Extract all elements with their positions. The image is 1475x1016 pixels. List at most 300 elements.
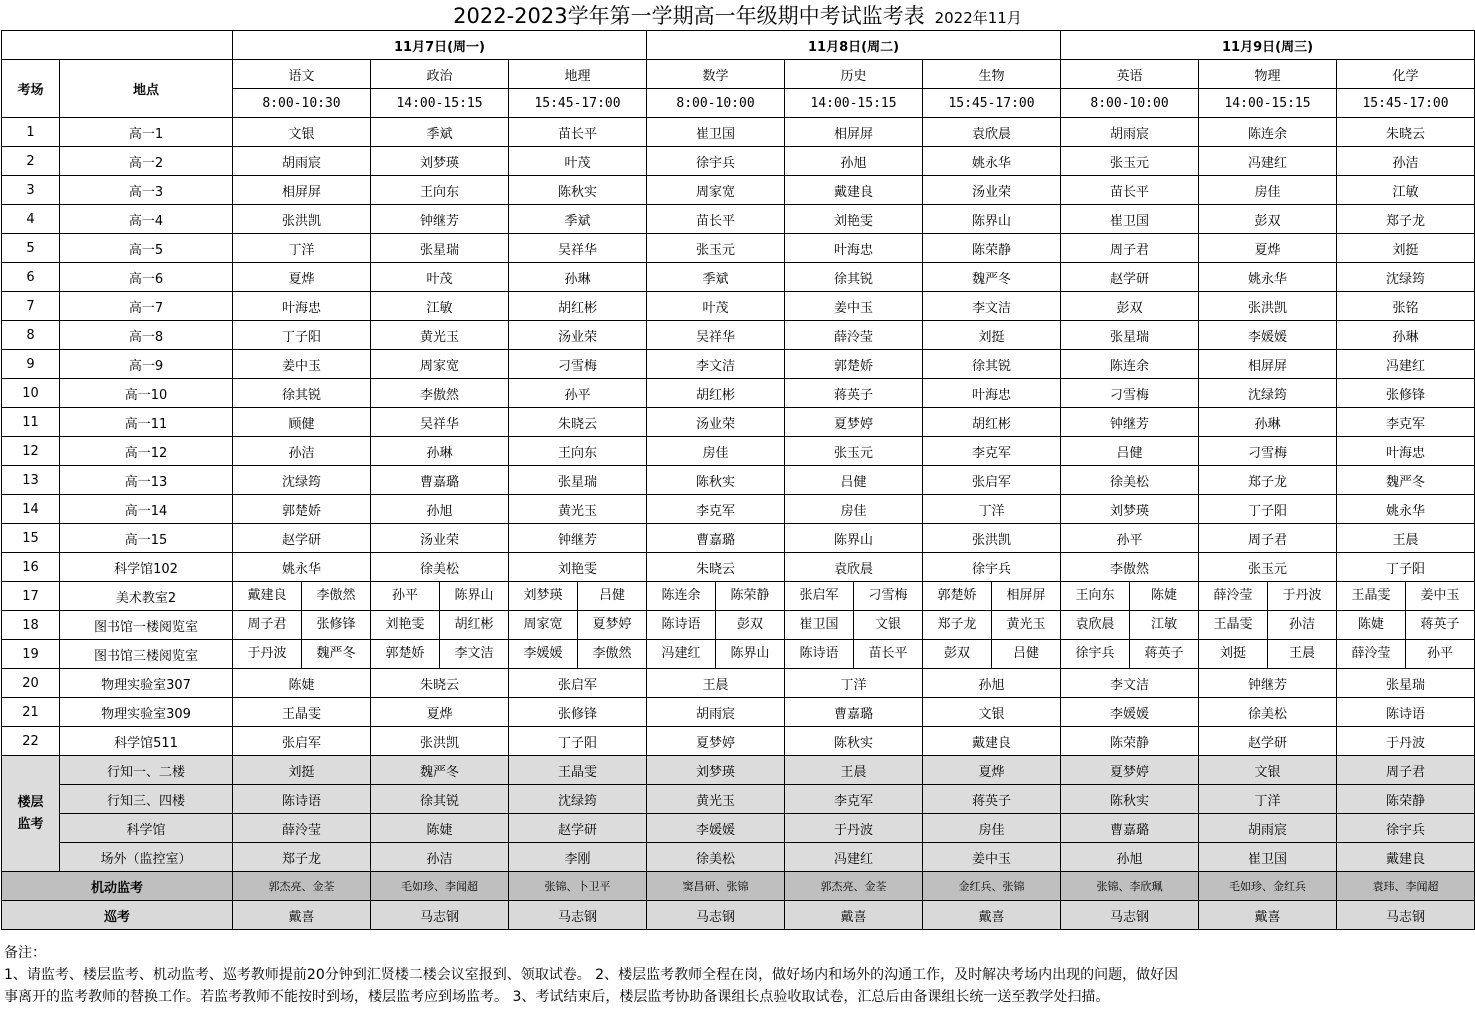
- invigilator-name: 相屏屏: [1006, 588, 1046, 603]
- notes-line-1: 1、请监考、楼层监考、机动监考、巡考教师提前20分钟到汇贤楼二楼会议室报到、领取试卷。 2、楼层监考教师全程在岗，做好场内和场外的沟通工作，及时解决考场内出现的问题，做好因: [4, 967, 1179, 983]
- invigilator-name: 孙洁: [1337, 147, 1475, 176]
- invigilator-name: 孙琳: [1337, 321, 1475, 350]
- table-row: [2, 350, 1475, 379]
- split-cell: [1199, 640, 1337, 669]
- invigilator-name: 朱晓云: [371, 669, 509, 698]
- invigilator-name: 房佳: [647, 437, 785, 466]
- invigilator-name: 王晨: [647, 669, 785, 698]
- invigilator-name: 王晶雯: [1199, 611, 1268, 639]
- invigilator-name: 孙洁: [1289, 617, 1316, 632]
- room-number: 9: [2, 350, 60, 379]
- split-pair: [923, 640, 1060, 668]
- invigilator-name: 于丹波: [785, 814, 923, 843]
- invigilator-name: 黄光玉: [509, 495, 647, 524]
- split-cell: [509, 640, 647, 669]
- invigilator-name: 胡红彬: [923, 408, 1061, 437]
- room-number: 11: [2, 408, 60, 437]
- invigilator-name: 陈秋实: [1061, 785, 1199, 814]
- time-header: 14:00-15:15: [1199, 89, 1337, 118]
- invigilator-name: 赵学研: [1061, 263, 1199, 292]
- split-cell: [233, 611, 371, 640]
- invigilator-name: 彭双: [923, 640, 992, 668]
- room-location: 高一13: [60, 466, 233, 495]
- invigilator-name: 张玉元: [1061, 147, 1199, 176]
- invigilator-name: 叶海忠: [923, 379, 1061, 408]
- table-row: [2, 669, 1475, 698]
- invigilator-name: 张锦、卜卫平: [509, 872, 647, 901]
- invigilator-name: 刘艳雯: [785, 205, 923, 234]
- invigilator-name: 孙洁: [371, 843, 509, 872]
- invigilator-name: 曹嘉璐: [647, 524, 785, 553]
- split-cell: [371, 611, 509, 640]
- invigilator-name: 朱晓云: [1337, 118, 1475, 147]
- invigilator-name: 孙平: [1427, 646, 1454, 661]
- table-row: [2, 292, 1475, 321]
- invigilator-name: 陈诗语: [785, 640, 854, 668]
- split-cell: [1061, 640, 1199, 669]
- invigilator-name: 周家宽: [371, 350, 509, 379]
- invigilator-name: 相屏屏: [785, 118, 923, 147]
- invigilator-name: 李媛媛: [647, 814, 785, 843]
- invigilator-name: 季斌: [371, 118, 509, 147]
- invigilator-name: 陈界山: [923, 205, 1061, 234]
- invigilator-name: 陈婕: [371, 814, 509, 843]
- invigilator-name: 袁欣晨: [1061, 611, 1130, 639]
- table-row: [2, 60, 1475, 89]
- invigilator-name: 姚永华: [923, 147, 1061, 176]
- invigilator-name: 王晶雯: [509, 756, 647, 785]
- invigilator-name: 曹嘉璐: [785, 698, 923, 727]
- invigilator-name: 房佳: [785, 495, 923, 524]
- split-cell: [923, 611, 1061, 640]
- split-cell: [1199, 611, 1337, 640]
- invigilator-name: 郭楚娇: [785, 350, 923, 379]
- invigilator-name: 陈诗语: [233, 785, 371, 814]
- invigilator-name: 叶海忠: [1337, 437, 1475, 466]
- invigilator-name: 赵学研: [1199, 727, 1337, 756]
- invigilator-name: 马志钢: [1061, 901, 1199, 930]
- invigilator-name: 郑子龙: [233, 843, 371, 872]
- invigilator-name: 郭楚娇: [371, 640, 440, 668]
- invigilator-name: 李克军: [785, 785, 923, 814]
- table-row: [2, 872, 1475, 901]
- invigilator-name: 徐其锐: [233, 379, 371, 408]
- invigilator-name: 陈秋实: [785, 727, 923, 756]
- split-cell: [923, 640, 1061, 669]
- location-header: 地点: [60, 60, 233, 118]
- split-pair: [1061, 611, 1198, 639]
- mobile-supervision-label: 机动监考: [2, 872, 233, 901]
- time-header: 14:00-15:15: [785, 89, 923, 118]
- floor-supervision-label: 楼层监考: [2, 756, 60, 872]
- invigilator-name: 刘挺: [1337, 234, 1475, 263]
- invigilator-name: 王晶雯: [1337, 582, 1406, 610]
- invigilator-name: 陈荣静: [730, 588, 770, 603]
- invigilator-name: 戴建良: [1337, 843, 1475, 872]
- invigilator-name: 于丹波: [1337, 727, 1475, 756]
- invigilator-name: 戴喜: [1199, 901, 1337, 930]
- notes-heading: 备注：: [4, 945, 46, 961]
- subject-header: 英语: [1061, 60, 1199, 89]
- split-pair: [1061, 640, 1198, 668]
- split-pair: [1337, 640, 1474, 668]
- invigilator-name: 钟继芳: [1061, 408, 1199, 437]
- room-number: 16: [2, 553, 60, 582]
- invigilator-name: 崔卫国: [785, 611, 854, 639]
- table-row: [2, 582, 1475, 611]
- invigilator-name: 陈婕: [233, 669, 371, 698]
- invigilator-name: 孙旭: [1061, 843, 1199, 872]
- invigilator-name: 相屏屏: [1199, 350, 1337, 379]
- invigilator-name: 姜中玉: [923, 843, 1061, 872]
- split-pair: [233, 640, 370, 668]
- invigilator-name: 钟继芳: [371, 205, 509, 234]
- split-pair: [371, 582, 508, 610]
- table-row: [2, 118, 1475, 147]
- invigilator-name: 王晨: [1337, 524, 1475, 553]
- invigilator-name: 崔卫国: [647, 118, 785, 147]
- room-location: 高一9: [60, 350, 233, 379]
- room-location: 高一2: [60, 147, 233, 176]
- room-number: 3: [2, 176, 60, 205]
- sheet-title: 2022-2023学年第一学期高一年级期中考试监考表: [453, 4, 925, 28]
- invigilator-name: 孙旭: [785, 147, 923, 176]
- invigilator-name: 姚永华: [1337, 495, 1475, 524]
- invigilator-name: 刘梦瑛: [1061, 495, 1199, 524]
- invigilator-name: 汤业荣: [371, 524, 509, 553]
- invigilator-name: 陈连余: [1199, 118, 1337, 147]
- invigilator-name: 郑子龙: [923, 611, 992, 639]
- invigilator-name: 刘梦瑛: [371, 147, 509, 176]
- invigilator-name: 文银: [923, 698, 1061, 727]
- table-row: [2, 408, 1475, 437]
- time-header: 8:00-10:00: [1061, 89, 1199, 118]
- invigilator-name: 陈荣静: [923, 234, 1061, 263]
- invigilator-name: 周子君: [1337, 756, 1475, 785]
- split-pair: [1199, 611, 1336, 639]
- subject-header: 化学: [1337, 60, 1475, 89]
- invigilator-name: 刘梦瑛: [509, 582, 578, 610]
- invigilator-name: 袁欣晨: [923, 118, 1061, 147]
- invigilator-name: 吴祥华: [371, 408, 509, 437]
- invigilator-name: 吕健: [785, 466, 923, 495]
- invigilator-name: 苗长平: [509, 118, 647, 147]
- invigilator-name: 夏烨: [233, 263, 371, 292]
- split-cell: [785, 640, 923, 669]
- invigilator-name: 冯建红: [785, 843, 923, 872]
- invigilator-name: 丁洋: [785, 669, 923, 698]
- invigilator-name: 文银: [1199, 756, 1337, 785]
- room-location: 高一7: [60, 292, 233, 321]
- invigilator-name: 张修锋: [1337, 379, 1475, 408]
- room-number: 20: [2, 669, 60, 698]
- invigilator-name: 郭杰亮、金荃: [785, 872, 923, 901]
- invigilator-name: 陈婕: [1151, 588, 1178, 603]
- invigilator-name: 李文洁: [923, 292, 1061, 321]
- invigilator-name: 徐宇兵: [1337, 814, 1475, 843]
- invigilator-name: 徐宇兵: [1061, 640, 1130, 668]
- subject-header: 地理: [509, 60, 647, 89]
- room-number: 19: [2, 640, 60, 669]
- room-number: 4: [2, 205, 60, 234]
- invigilator-name: 李克军: [647, 495, 785, 524]
- invigilator-name: 夏梦婷: [592, 617, 632, 632]
- invigilator-name: 钟继芳: [1199, 669, 1337, 698]
- invigilator-name: 马志钢: [371, 901, 509, 930]
- floor-location: 场外（监控室）: [60, 843, 233, 872]
- time-header: 8:00-10:30: [233, 89, 371, 118]
- invigilator-name: 李克军: [923, 437, 1061, 466]
- invigilator-name: 徐其锐: [923, 350, 1061, 379]
- subject-header: 语文: [233, 60, 371, 89]
- invigilator-name: 汤业荣: [509, 321, 647, 350]
- invigilator-name: 王晨: [1289, 646, 1316, 661]
- room-header: 考场: [2, 60, 60, 118]
- invigilator-name: 文银: [875, 617, 902, 632]
- invigilator-name: 黄光玉: [371, 321, 509, 350]
- invigilator-name: 胡雨宸: [647, 698, 785, 727]
- invigilator-name: 冯建红: [647, 640, 716, 668]
- invigilator-name: 朱晓云: [647, 553, 785, 582]
- invigilator-name: 王向东: [1061, 582, 1130, 610]
- invigilator-name: 沈绿筠: [1199, 379, 1337, 408]
- invigilator-name: 张玉元: [785, 437, 923, 466]
- split-cell: [647, 611, 785, 640]
- invigilator-name: 胡红彬: [509, 292, 647, 321]
- invigilator-name: 陈界山: [785, 524, 923, 553]
- sheet-date: 2022年11月: [934, 9, 1022, 27]
- invigilator-name: 周子君: [1199, 524, 1337, 553]
- patrol-label: 巡考: [2, 901, 233, 930]
- invigilator-name: 陈界山: [454, 588, 494, 603]
- invigilator-name: 夏梦婷: [785, 408, 923, 437]
- corner-blank: [2, 31, 233, 60]
- split-cell: [1199, 582, 1337, 611]
- invigilator-name: 丁洋: [1199, 785, 1337, 814]
- split-pair: [1337, 611, 1474, 639]
- invigilator-name: 张启军: [923, 466, 1061, 495]
- invigilator-name: 李媛媛: [1061, 698, 1199, 727]
- invigilator-name: 胡红彬: [647, 379, 785, 408]
- time-header: 15:45-17:00: [509, 89, 647, 118]
- table-row: [2, 321, 1475, 350]
- invigilator-name: 孙琳: [509, 263, 647, 292]
- invigilator-name: 马志钢: [509, 901, 647, 930]
- invigilator-name: 刘艳雯: [371, 611, 440, 639]
- invigilator-name: 毛如珍、李闻超: [371, 872, 509, 901]
- invigilator-name: 陈秋实: [509, 176, 647, 205]
- room-location: 美术教室2: [60, 582, 233, 611]
- split-cell: [233, 640, 371, 669]
- invigilator-name: 汤业荣: [923, 176, 1061, 205]
- invigilator-name: 张星瑞: [371, 234, 509, 263]
- room-number: 7: [2, 292, 60, 321]
- time-header: 8:00-10:00: [647, 89, 785, 118]
- split-cell: [1337, 611, 1475, 640]
- invigilator-name: 李媛媛: [509, 640, 578, 668]
- day-header: 11月7日(周一): [233, 31, 647, 60]
- invigilator-name: 彭双: [1199, 205, 1337, 234]
- table-row: [2, 263, 1475, 292]
- invigilator-name: 张洪凯: [1199, 292, 1337, 321]
- room-number: 6: [2, 263, 60, 292]
- page-title: [0, 0, 1475, 30]
- time-header: 14:00-15:15: [371, 89, 509, 118]
- invigilator-name: 张修锋: [316, 617, 356, 632]
- invigilator-name: 钟继芳: [509, 524, 647, 553]
- room-location: 高一5: [60, 234, 233, 263]
- invigilator-name: 孙洁: [233, 437, 371, 466]
- invigilator-name: 姚永华: [233, 553, 371, 582]
- room-number: 2: [2, 147, 60, 176]
- invigilator-name: 相屏屏: [233, 176, 371, 205]
- invigilator-name: 丁洋: [923, 495, 1061, 524]
- split-cell: [647, 640, 785, 669]
- invigilator-name: 陈秋实: [647, 466, 785, 495]
- split-pair: [233, 582, 370, 610]
- invigilator-name: 马志钢: [647, 901, 785, 930]
- invigilator-name: 孙琳: [1199, 408, 1337, 437]
- invigilator-name: 张玉元: [1199, 553, 1337, 582]
- room-number: 10: [2, 379, 60, 408]
- invigilation-table: [1, 30, 1475, 930]
- invigilator-name: 李文洁: [454, 646, 494, 661]
- room-location: 物理实验室309: [60, 698, 233, 727]
- room-location: 高一1: [60, 118, 233, 147]
- invigilator-name: 叶海忠: [785, 234, 923, 263]
- invigilator-name: 曹嘉璐: [1061, 814, 1199, 843]
- invigilator-name: 蒋英子: [1144, 646, 1184, 661]
- table-row: [2, 147, 1475, 176]
- invigilator-name: 张铭: [1337, 292, 1475, 321]
- invigilator-name: 丁洋: [233, 234, 371, 263]
- invigilator-name: 汤业荣: [647, 408, 785, 437]
- table-row: [2, 814, 1475, 843]
- invigilator-name: 于丹波: [1282, 588, 1322, 603]
- split-cell: [1337, 582, 1475, 611]
- split-pair: [1199, 640, 1336, 668]
- invigilator-name: 周家宽: [647, 176, 785, 205]
- invigilator-name: 胡红彬: [454, 617, 494, 632]
- invigilator-name: 李刚: [509, 843, 647, 872]
- invigilator-name: 陈界山: [730, 646, 770, 661]
- invigilator-name: 姚永华: [1199, 263, 1337, 292]
- invigilator-name: 冯建红: [1337, 350, 1475, 379]
- invigilator-name: 张洪凯: [923, 524, 1061, 553]
- invigilator-name: 刁雪梅: [509, 350, 647, 379]
- invigilator-name: 苗长平: [1061, 176, 1199, 205]
- room-location: 图书馆三楼阅览室: [60, 640, 233, 669]
- invigilator-name: 周子君: [233, 611, 302, 639]
- table-row: [2, 31, 1475, 60]
- invigilator-name: 魏严冬: [923, 263, 1061, 292]
- invigilator-name: 李傲然: [1061, 553, 1199, 582]
- room-number: 18: [2, 611, 60, 640]
- invigilator-name: 崔卫国: [1199, 843, 1337, 872]
- invigilator-name: 胡雨宸: [233, 147, 371, 176]
- split-cell: [785, 611, 923, 640]
- invigilator-name: 魏严冬: [316, 646, 356, 661]
- invigilator-name: 徐美松: [1061, 466, 1199, 495]
- invigilator-name: 文银: [233, 118, 371, 147]
- invigilator-name: 于丹波: [233, 640, 302, 668]
- invigilator-name: 蒋英子: [785, 379, 923, 408]
- table-row: [2, 524, 1475, 553]
- subject-header: 历史: [785, 60, 923, 89]
- invigilator-name: 彭双: [737, 617, 764, 632]
- subject-header: 政治: [371, 60, 509, 89]
- floor-location: 行知一、二楼: [60, 756, 233, 785]
- invigilator-name: 吕健: [599, 588, 626, 603]
- invigilator-name: 徐美松: [647, 843, 785, 872]
- room-location: 图书馆一楼阅览室: [60, 611, 233, 640]
- invigilator-name: 夏烨: [1199, 234, 1337, 263]
- split-pair: [785, 582, 922, 610]
- invigilator-name: 刁雪梅: [1199, 437, 1337, 466]
- invigilator-name: 陈诗语: [647, 611, 716, 639]
- split-pair: [785, 640, 922, 668]
- invigilator-name: 顾健: [233, 408, 371, 437]
- table-row: [2, 495, 1475, 524]
- room-location: 高一12: [60, 437, 233, 466]
- invigilator-name: 周家宽: [509, 611, 578, 639]
- room-location: 高一4: [60, 205, 233, 234]
- invigilator-name: 毛如珍、金红兵: [1199, 872, 1337, 901]
- table-row: [2, 379, 1475, 408]
- invigilator-name: 赵学研: [233, 524, 371, 553]
- invigilator-name: 夏梦婷: [1061, 756, 1199, 785]
- invigilator-name: 王向东: [509, 437, 647, 466]
- invigilator-name: 苗长平: [868, 646, 908, 661]
- invigilator-name: 季斌: [647, 263, 785, 292]
- invigilator-name: 金红兵、张锦: [923, 872, 1061, 901]
- invigilator-name: 薛泠莹: [233, 814, 371, 843]
- invigilator-name: 徐宇兵: [923, 553, 1061, 582]
- invigilator-name: 丁子阳: [509, 727, 647, 756]
- room-number: 1: [2, 118, 60, 147]
- invigilator-name: 姜中玉: [1420, 588, 1460, 603]
- subject-header: 数学: [647, 60, 785, 89]
- split-cell: [371, 640, 509, 669]
- invigilator-name: 姜中玉: [233, 350, 371, 379]
- invigilator-name: 沈绿筠: [233, 466, 371, 495]
- room-location: 高一10: [60, 379, 233, 408]
- invigilator-name: 孙旭: [371, 495, 509, 524]
- invigilator-name: 丁子阳: [1199, 495, 1337, 524]
- room-location: 高一6: [60, 263, 233, 292]
- room-number: 15: [2, 524, 60, 553]
- invigilator-name: 张玉元: [647, 234, 785, 263]
- invigilator-name: 张星瑞: [1337, 669, 1475, 698]
- floor-location: 科学馆: [60, 814, 233, 843]
- invigilator-name: 郑子龙: [1199, 466, 1337, 495]
- invigilator-name: 戴建良: [233, 582, 302, 610]
- time-header: 15:45-17:00: [1337, 89, 1475, 118]
- invigilator-name: 丁子阳: [1337, 553, 1475, 582]
- invigilator-name: 陈连余: [1061, 350, 1199, 379]
- invigilator-name: 孙平: [1061, 524, 1199, 553]
- room-number: 8: [2, 321, 60, 350]
- room-location: 物理实验室307: [60, 669, 233, 698]
- room-location: 高一8: [60, 321, 233, 350]
- room-number: 21: [2, 698, 60, 727]
- invigilator-name: 王向东: [371, 176, 509, 205]
- invigilator-name: 李傲然: [371, 379, 509, 408]
- room-location: 科学馆511: [60, 727, 233, 756]
- invigilator-name: 张启军: [785, 582, 854, 610]
- invigilator-name: 胡雨宸: [1061, 118, 1199, 147]
- split-cell: [1061, 611, 1199, 640]
